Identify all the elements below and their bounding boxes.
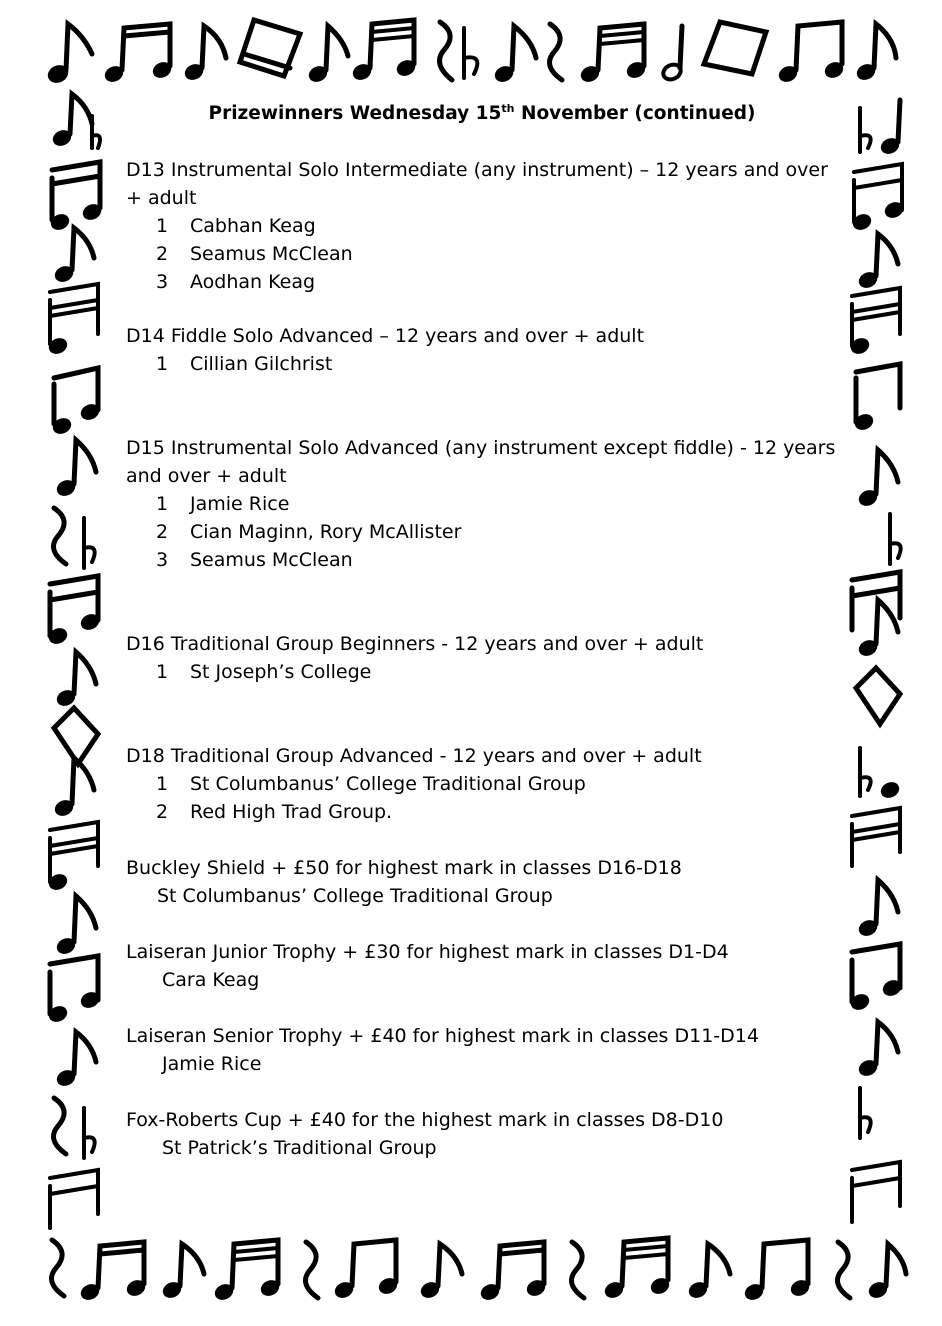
result-name: Cabhan Keag	[190, 215, 316, 237]
class-heading: D14 Fiddle Solo Advanced – 12 years and over + adult	[126, 325, 645, 347]
result-place: 2	[156, 521, 169, 543]
title-prefix: Prizewinners Wednesday 15	[208, 103, 502, 124]
trophy-heading: Buckley Shield + £50 for highest mark in classes D16-D18	[126, 857, 682, 879]
trophy-laiseran-senior	[126, 1022, 838, 1078]
result-name: Red High Trad Group.	[190, 801, 393, 823]
result-name: St Columbanus’ College Traditional Group	[190, 773, 586, 795]
result-entry	[126, 518, 838, 546]
result-place: 1	[156, 215, 169, 237]
result-entry	[126, 770, 838, 798]
music-notes-border-icon	[44, 88, 108, 1232]
result-entry	[126, 658, 838, 686]
trophy-fox-roberts-cup	[126, 1106, 838, 1162]
result-entry	[126, 268, 838, 296]
trophy-laiseran-junior	[126, 938, 838, 994]
trophy-winner: Jamie Rice	[162, 1053, 262, 1075]
class-section-d14	[126, 322, 838, 378]
result-name: Aodhan Keag	[190, 271, 316, 293]
result-place: 2	[156, 243, 169, 265]
music-notes-border-left	[44, 88, 108, 1232]
music-notes-border-icon	[44, 1230, 910, 1306]
result-entry	[126, 490, 838, 518]
trophy-winner: St Columbanus’ College Traditional Group	[157, 885, 553, 907]
class-heading: D13 Instrumental Solo Intermediate (any instrument) – 12 years and over + adult	[126, 159, 828, 209]
result-place: 3	[156, 549, 169, 571]
result-entry	[126, 240, 838, 268]
class-heading: D18 Traditional Group Advanced - 12 years and over + adult	[126, 745, 702, 767]
class-heading: D15 Instrumental Solo Advanced (any instrument except fiddle) - 12 years and over + adult	[126, 437, 836, 487]
result-entry	[126, 350, 838, 378]
class-section-d16	[126, 630, 838, 686]
result-name: Cian Maginn, Rory McAllister	[190, 521, 462, 543]
class-section-d15	[126, 434, 838, 574]
trophy-heading: Laiseran Senior Trophy + £40 for highest mark in classes D11-D14	[126, 1025, 759, 1047]
music-notes-border-right	[846, 88, 910, 1232]
result-place: 3	[156, 271, 169, 293]
trophy-heading: Laiseran Junior Trophy + £30 for highest mark in classes D1-D4	[126, 941, 729, 963]
result-name: Seamus McClean	[190, 549, 353, 571]
document-body	[126, 100, 838, 1162]
result-place: 1	[156, 493, 169, 515]
result-name: Seamus McClean	[190, 243, 353, 265]
trophy-winner: Cara Keag	[162, 969, 260, 991]
result-place: 2	[156, 801, 169, 823]
result-place: 1	[156, 353, 169, 375]
title-suffix: November (continued)	[514, 103, 756, 124]
result-place: 1	[156, 773, 169, 795]
trophy-buckley-shield	[126, 854, 838, 910]
trophy-winner: St Patrick’s Traditional Group	[162, 1137, 437, 1159]
result-entry	[126, 546, 838, 574]
page-title	[126, 100, 838, 128]
class-section-d18	[126, 742, 838, 826]
music-notes-border-icon	[846, 88, 910, 1232]
music-notes-border-icon	[44, 14, 910, 90]
result-name: Jamie Rice	[190, 493, 290, 515]
result-entry	[126, 798, 838, 826]
class-section-d13	[126, 156, 838, 296]
result-name: St Joseph’s College	[190, 661, 372, 683]
class-heading: D16 Traditional Group Beginners - 12 years and over + adult	[126, 633, 704, 655]
result-place: 1	[156, 661, 169, 683]
music-notes-border-top	[44, 14, 910, 90]
result-name: Cillian Gilchrist	[190, 353, 333, 375]
music-notes-border-bottom	[44, 1230, 910, 1306]
title-ordinal: th	[501, 101, 515, 115]
result-entry	[126, 212, 838, 240]
trophy-heading: Fox-Roberts Cup + £40 for the highest mark in classes D8-D10	[126, 1109, 724, 1131]
